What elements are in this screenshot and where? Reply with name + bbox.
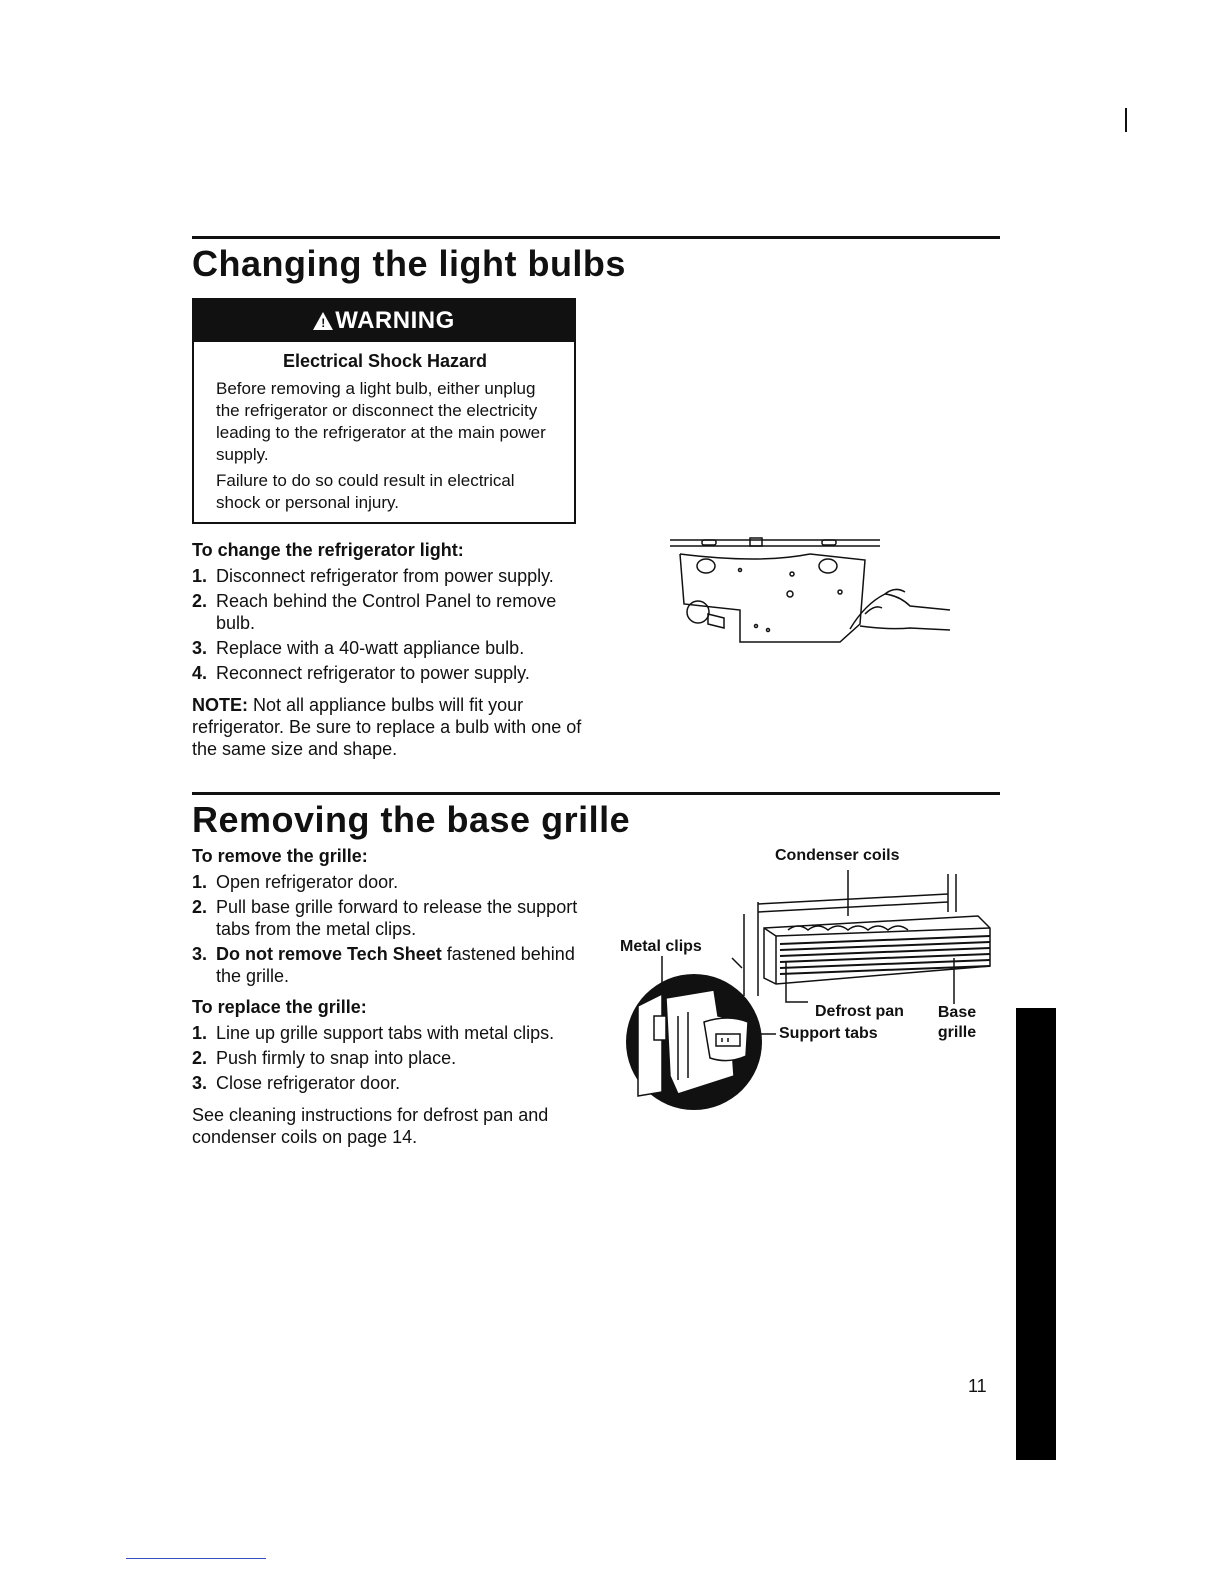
light-instructions — [192, 540, 592, 760]
light-subheading: To change the refrigerator light: — [192, 540, 464, 560]
remove-grille-heading: To remove the grille: — [192, 846, 368, 866]
margin-mark — [1125, 108, 1127, 132]
callout-condenser-coils: Condenser coils — [775, 847, 900, 864]
warning-label: WARNING — [335, 307, 455, 334]
list-item: 3. Close refrigerator door. — [192, 1073, 401, 1093]
remove-grille-steps — [192, 871, 592, 987]
footnote-rule — [126, 1558, 266, 1559]
list-item: 1. Open refrigerator door. — [192, 872, 399, 892]
list-item: 4. Reconnect refrigerator to power supply. — [192, 663, 530, 683]
note-text: Not all appliance bulbs will fit your refrigerator. Be sure to replace a bulb with one of the same size and shape. — [192, 695, 582, 759]
list-item: 1. Line up grille support tabs with metal clips. — [192, 1023, 555, 1043]
grille-instructions — [192, 846, 592, 1148]
section-title-base-grille: Removing the base grille — [192, 799, 631, 840]
list-item: 2. Reach behind the Control Panel to remove bulb. — [192, 591, 557, 633]
list-item: 3. Replace with a 40-watt appliance bulb. — [192, 638, 525, 658]
list-item: 1. Disconnect refrigerator from power supply. — [192, 566, 554, 586]
warning-triangle-icon: ! — [313, 312, 333, 330]
replace-grille-steps — [192, 1022, 592, 1094]
base-grille-illustration — [618, 866, 998, 1126]
note-label: NOTE: — [192, 695, 248, 715]
callout-support-tabs: Support tabs — [779, 1025, 878, 1042]
warning-paragraph-1: Before removing a light bulb, either unplug the refrigerator or disconnect the electricity leading to the refrigerator at the main power supply. — [216, 379, 546, 464]
list-item: 2. Push firmly to snap into place. — [192, 1048, 457, 1068]
page-edge-tab — [1016, 1008, 1056, 1460]
hazard-title: Electrical Shock Hazard — [282, 351, 488, 371]
callout-base-grille: Base grille — [937, 1004, 977, 1041]
control-panel-illustration — [660, 534, 960, 654]
warning-box — [192, 298, 576, 524]
list-item: 3. Do not remove Tech Sheet fastened behind the grille. — [192, 944, 575, 986]
callout-defrost-pan: Defrost pan — [815, 1003, 904, 1020]
page-number: 11 — [968, 1376, 987, 1396]
callout-metal-clips: Metal clips — [620, 938, 702, 955]
note-paragraph — [192, 694, 592, 760]
warning-paragraph-2: Failure to do so could result in electrical shock or personal injury. — [216, 471, 515, 512]
replace-grille-heading: To replace the grille: — [192, 997, 367, 1017]
list-item: 2. Pull base grille forward to release the support tabs from the metal clips. — [192, 897, 578, 939]
section-title-light-bulbs: Changing the light bulbs — [192, 243, 626, 284]
cleaning-reference: See cleaning instructions for defrost pan and condenser coils on page 14. — [192, 1105, 549, 1147]
warning-header — [194, 300, 574, 342]
light-steps — [192, 565, 592, 684]
section-rule-top — [192, 236, 1000, 239]
section-rule-grille — [192, 792, 1000, 795]
